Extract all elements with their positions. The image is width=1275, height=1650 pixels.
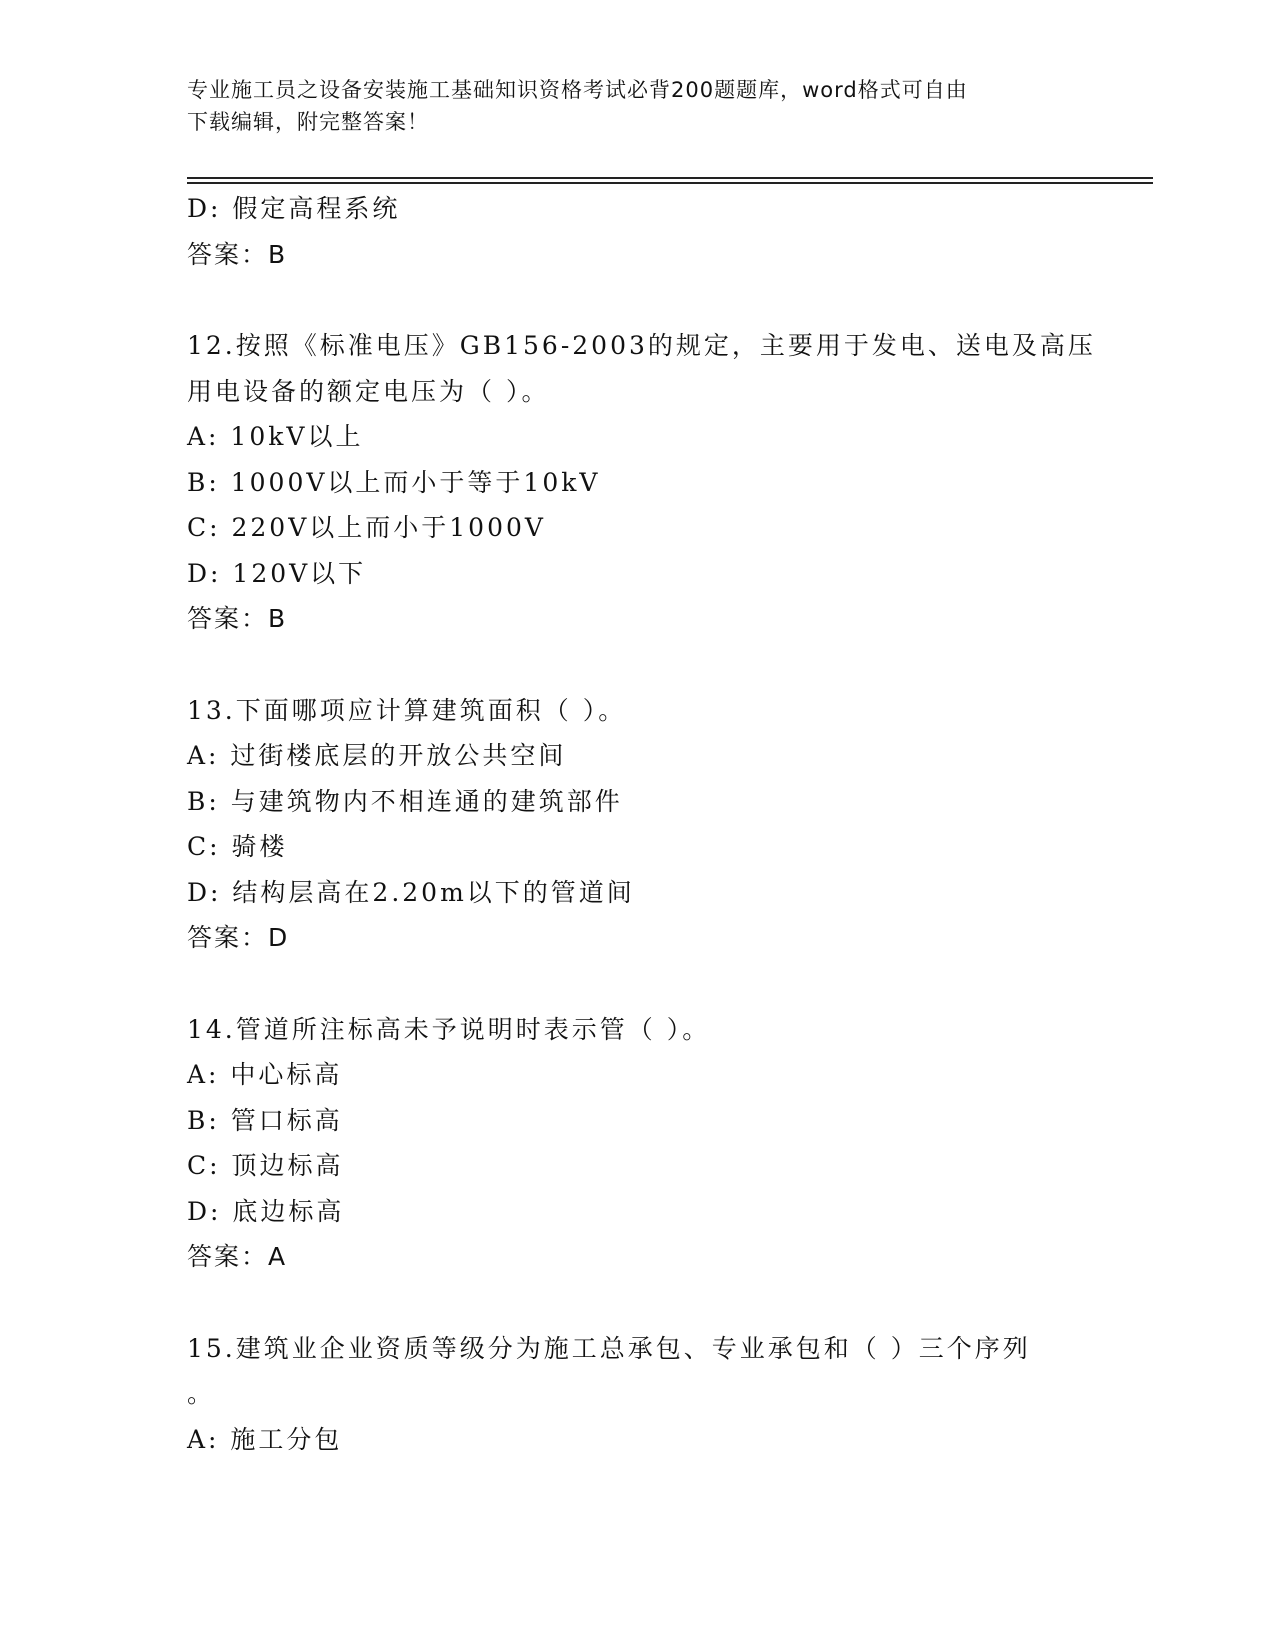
q14-option-d: D: 底边标高 bbox=[187, 1196, 345, 1226]
header-title-line-2: 下载编辑，附完整答案！ bbox=[187, 110, 429, 134]
q15-stem-line-1: 15.建筑业企业资质等级分为施工总承包、专业承包和（ ）三个序列 bbox=[187, 1333, 1031, 1363]
q13-stem-line-1: 13.下面哪项应计算建筑面积（ ）。 bbox=[187, 695, 627, 725]
q14-stem-line-1: 14.管道所注标高未予说明时表示管（ ）。 bbox=[187, 1014, 711, 1044]
q13-option-b: B: 与建筑物内不相连通的建筑部件 bbox=[187, 786, 623, 816]
q14-option-a: A: 中心标高 bbox=[187, 1060, 343, 1089]
q12-answer: 答案：B bbox=[187, 604, 288, 633]
q14-answer: 答案：A bbox=[187, 1242, 288, 1271]
header-divider-bottom bbox=[187, 182, 1153, 184]
q13-answer: 答案：D bbox=[187, 923, 290, 952]
prev-option-d: D: 假定高程系统 bbox=[187, 194, 401, 223]
q12-stem-line-1: 12.按照《标准电压》GB156-2003的规定，主要用于发电、送电及高压 bbox=[187, 331, 1096, 360]
q14-option-c: C: 顶边标高 bbox=[187, 1151, 344, 1180]
prev-answer: 答案：B bbox=[187, 239, 288, 269]
header-divider-top bbox=[187, 177, 1153, 179]
q12-option-d: D: 120V以下 bbox=[187, 558, 367, 588]
q15-stem-line-2: 。 bbox=[187, 1379, 216, 1408]
q12-stem-line-2: 用电设备的额定电压为（ ）。 bbox=[187, 376, 550, 406]
question-list bbox=[187, 186, 1096, 1462]
q15-option-a: A: 施工分包 bbox=[187, 1424, 343, 1454]
header-title-line-1: 专业施工员之设备安装施工基础知识资格考试必背200题题库，word格式可自由 bbox=[187, 78, 968, 102]
q12-option-a: A: 10kV以上 bbox=[187, 422, 364, 451]
document-header bbox=[187, 74, 1087, 138]
q12-option-c: C: 220V以上而小于1000V bbox=[187, 513, 546, 542]
q12-option-b: B: 1000V以上而小于等于10kV bbox=[187, 467, 601, 497]
q13-option-a: A: 过街楼底层的开放公共空间 bbox=[187, 741, 567, 770]
q14-option-b: B: 管口标高 bbox=[187, 1105, 343, 1135]
q13-option-c: C: 骑楼 bbox=[187, 832, 288, 861]
q13-option-d: D: 结构层高在2.20m以下的管道间 bbox=[187, 877, 635, 907]
